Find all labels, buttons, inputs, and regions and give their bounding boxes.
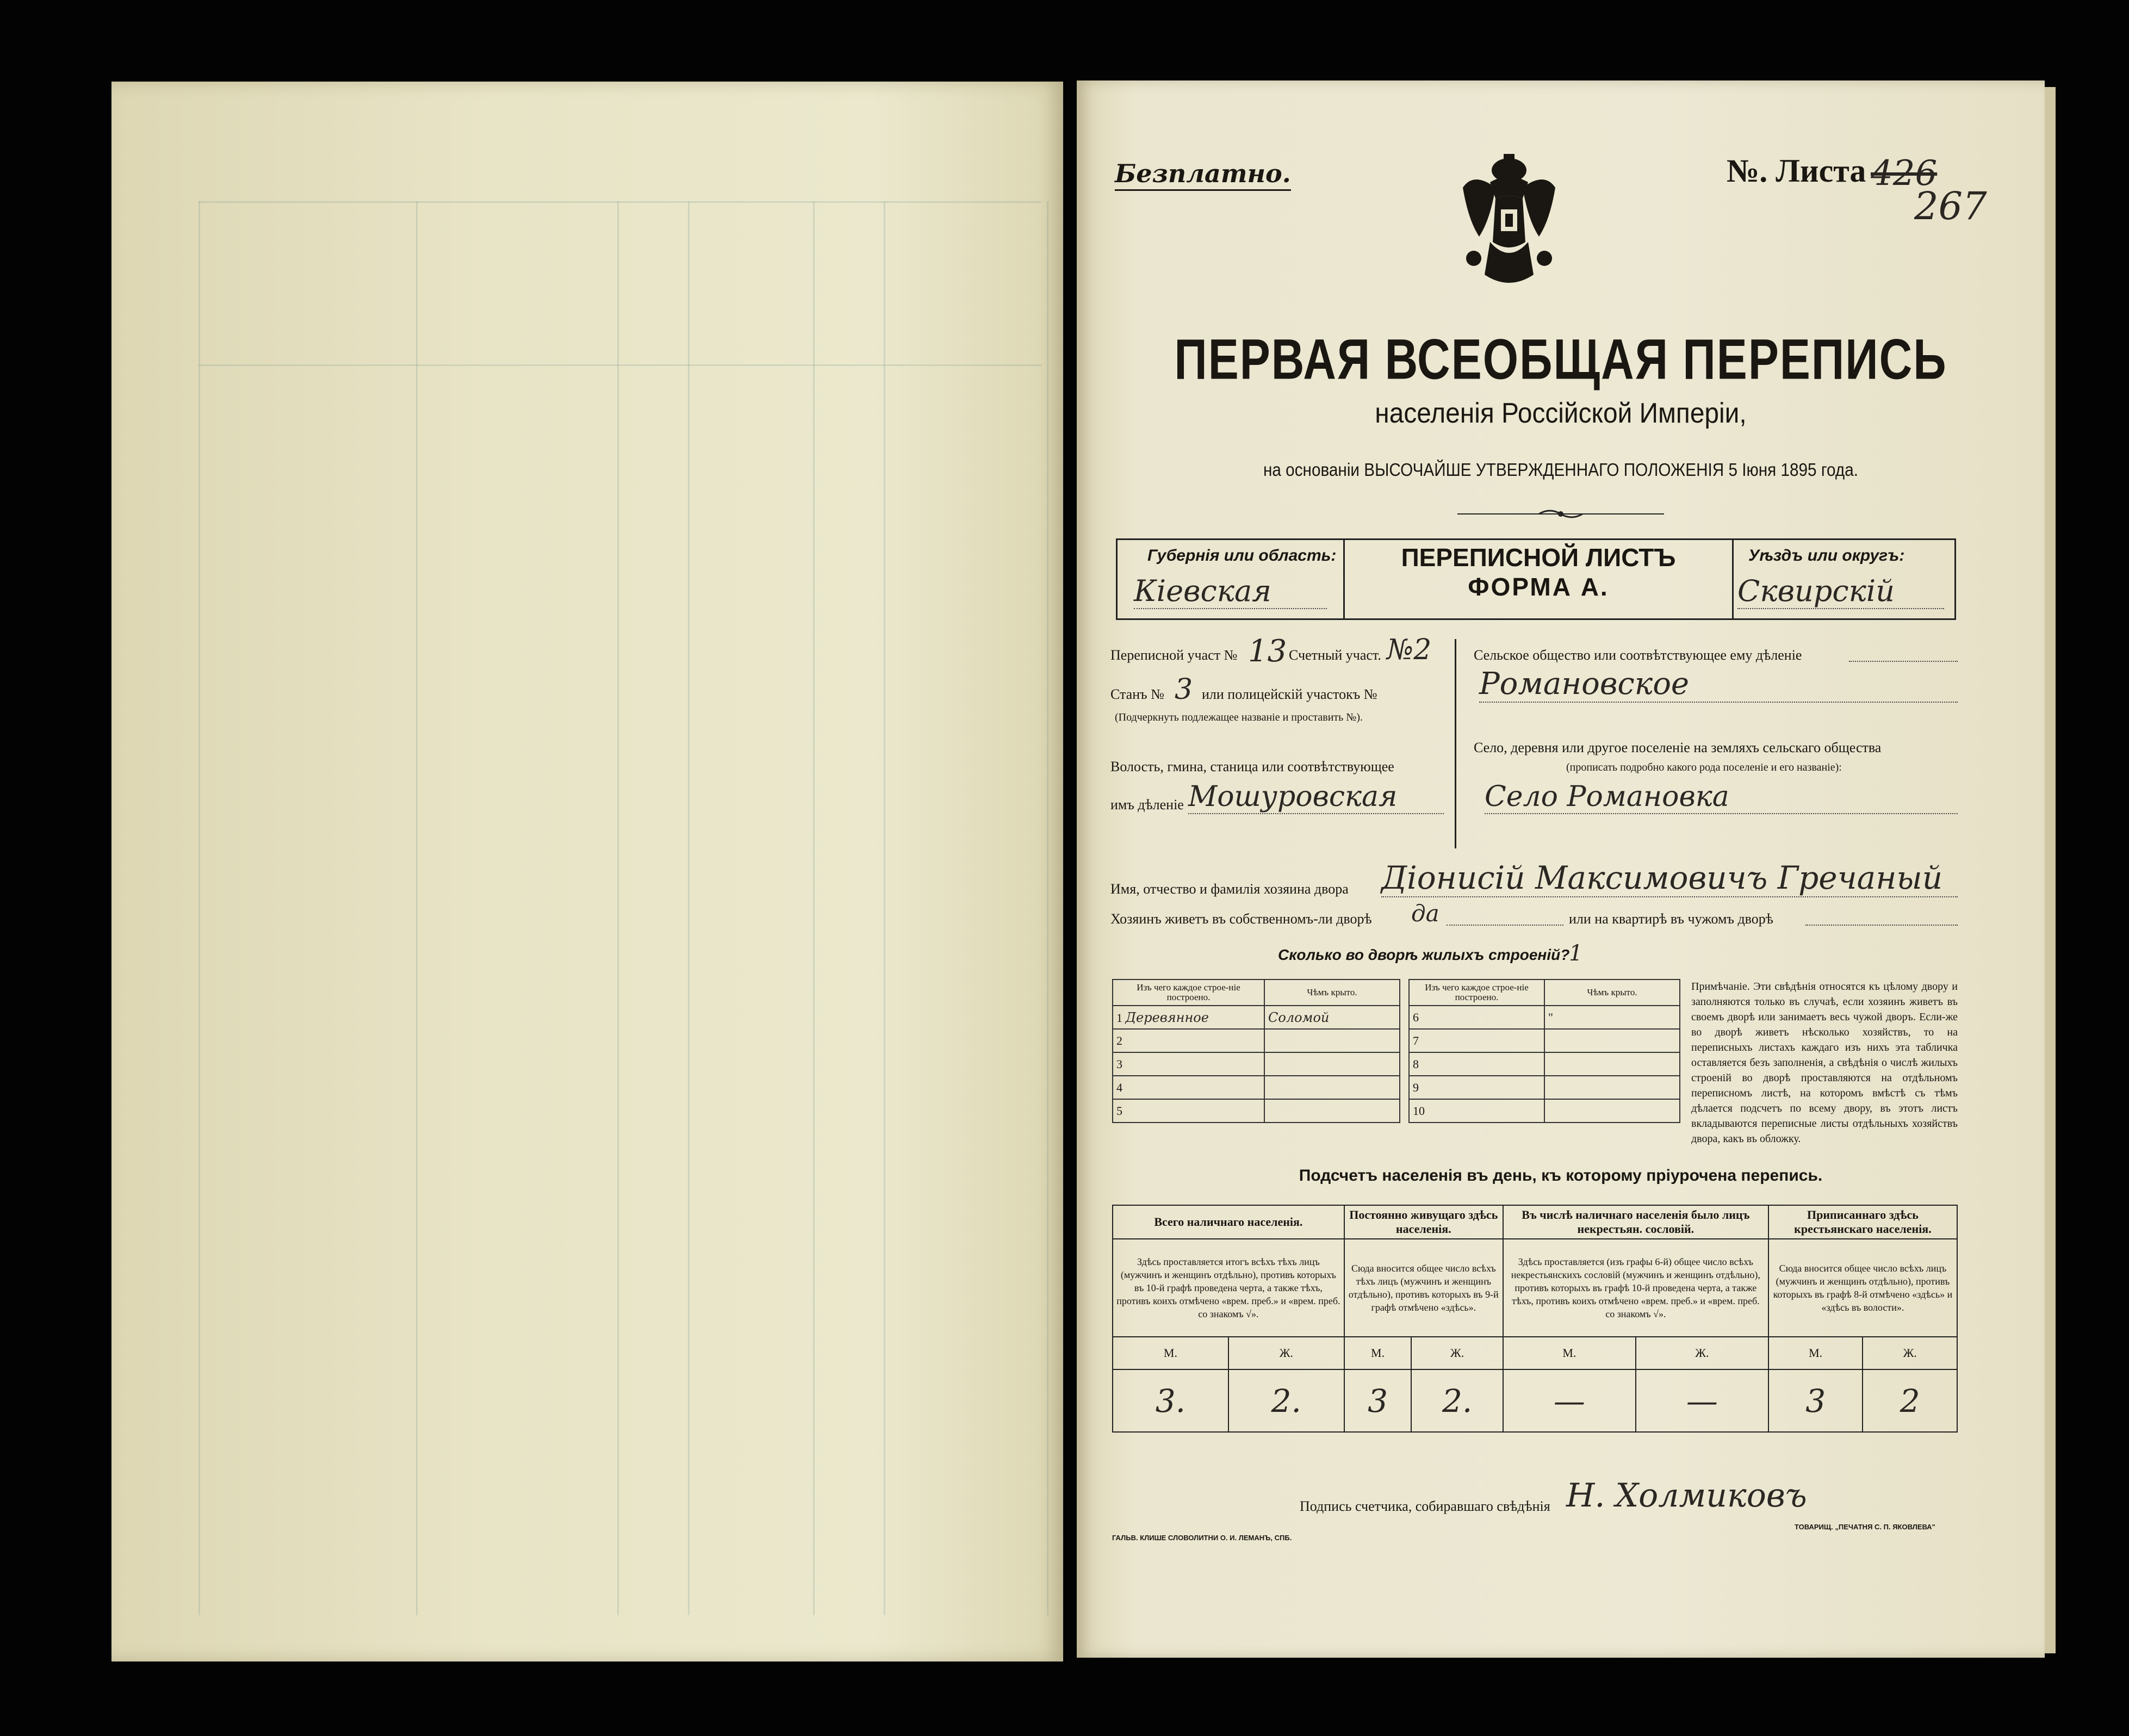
census-area-label: Переписной участ № — [1110, 647, 1238, 663]
ghost-grid-line — [688, 201, 690, 1615]
male-label: М. — [1113, 1337, 1228, 1369]
table-row: 3 — [1113, 1052, 1400, 1076]
female-label: Ж. — [1228, 1337, 1344, 1369]
buildings-label: Сколько во дворѣ жилыхъ строеній? — [1278, 946, 1570, 963]
page-edge — [2045, 87, 2056, 1653]
group-head: Приписаннаго здѣсь крестьянскаго населенія. — [1768, 1205, 1957, 1239]
form-title: ПЕРЕПИСНОЙ ЛИСТЪ — [1401, 543, 1676, 572]
sheet-number-old: 426 — [1871, 153, 1938, 194]
rural-society-label: Сельское общество или соотвѣтствующее ему дѣленіе — [1474, 647, 1802, 663]
female-count: — — [1636, 1369, 1768, 1432]
sheet-number-label: №. Листа — [1727, 153, 1866, 189]
census-basis: на основаніи ВЫСОЧАЙШЕ УТВЕРЖДЕННАГО ПОЛОЖЕНІЯ 5 Іюня 1895 года. — [1263, 460, 1858, 480]
volost-label: Волость, гмина, станица или соотвѣтствующее — [1110, 759, 1394, 774]
village-label: Село, деревня или другое поселеніе на земляхъ сельскаго общества — [1474, 740, 1882, 755]
male-count: 3 — [1344, 1369, 1412, 1432]
village-value: Село Романовка — [1485, 780, 1958, 814]
ghost-grid-line — [416, 201, 418, 1615]
form-title-block — [1345, 538, 1732, 620]
group-desc: Здѣсь проставляется итогъ всѣхъ тѣхъ лицъ (мужчинъ и женщинъ отдѣльно), противъ которыхъ въ 10-й графѣ проведена черта, а также тѣхъ, противъ коихъ отмѣчено «врем. преб.» и «врем. преб. со знакомъ √». — [1113, 1239, 1344, 1337]
male-count: 3. — [1113, 1369, 1228, 1432]
male-label: М. — [1344, 1337, 1412, 1369]
ghost-grid-line — [813, 201, 815, 1615]
population-table — [1112, 1205, 1958, 1433]
male-label: М. — [1503, 1337, 1636, 1369]
female-count: 2. — [1228, 1369, 1344, 1432]
ghost-grid-line — [1047, 201, 1048, 1615]
ghost-grid-line — [198, 201, 1041, 203]
female-label: Ж. — [1636, 1337, 1768, 1369]
roof-header: Чѣмъ крыто. — [1264, 979, 1400, 1006]
census-subtitle: населенія Россійской Имперіи, — [1375, 398, 1747, 429]
volost-label-2: имъ дѣленіе — [1110, 797, 1184, 813]
ornament-divider — [1457, 509, 1664, 519]
signature-label: Подпись счетчика, собиравшаго свѣдѣнія — [1300, 1498, 1550, 1514]
population-title: Подсчетъ населенія въ день, къ которому пріурочена перепись. — [1299, 1167, 1823, 1185]
rent-line — [1805, 925, 1958, 926]
left-page — [111, 82, 1063, 1661]
province-value: Кіевская — [1134, 574, 1327, 609]
ghost-grid-line — [884, 201, 885, 1615]
table-row: 7 — [1409, 1029, 1680, 1052]
police-label: или полицейскій участокъ № — [1202, 686, 1377, 702]
count-area-value: №2 — [1387, 634, 1432, 666]
signature-value: Н. Холмиковъ — [1566, 1477, 1807, 1515]
buildings-note: Примѣчаніе. Эти свѣдѣнія относятся къ цѣлому двору и заполняются только въ случаѣ, если хозяинъ живетъ въ своемъ дворѣ или занимаетъ весь чужой дворъ. Если-же во дворѣ живетъ нѣсколько хозяйствъ, то на переписныхъ листахъ каждаго изъ нихъ эта табличка оставляется безъ заполненія, а свѣдѣнія о числѣ жилыхъ строеній во дворѣ проставляются на отдѣльномъ переписномъ листѣ, на которомъ вмѣстѣ съ тѣмъ дѣлается подсчетъ по всему двору, въ этотъ листъ вкладываются переписные листы отдѣльныхъ хозяйствъ двора, какъ въ обложку. — [1691, 981, 1958, 1145]
own-yard-line — [1447, 925, 1563, 926]
stan-label: Станъ № — [1110, 686, 1164, 702]
province-label: Губернія или область: — [1147, 547, 1337, 565]
own-yard-value: да — [1411, 900, 1439, 927]
roof-header: Чѣмъ крыто. — [1544, 979, 1680, 1006]
census-title: ПЕРВАЯ ВСЕОБЩАЯ ПЕРЕПИСЬ — [1174, 327, 1947, 391]
buildings-table-right — [1408, 979, 1680, 1123]
table-row: 10 — [1409, 1099, 1680, 1123]
male-label: М. — [1768, 1337, 1863, 1369]
material-header: Изъ чего каждое строе-ніе построено. — [1409, 979, 1544, 1006]
own-yard-label: Хозяинъ живетъ въ собственномъ-ли дворѣ — [1110, 911, 1372, 927]
ghost-grid-line — [617, 201, 619, 1615]
female-count: 2. — [1411, 1369, 1503, 1432]
printer-footer-left: ГАЛЬВ. КЛИШЕ СЛОВОЛИТНИ О. И. ЛЕМАНЪ, СПБ. — [1112, 1534, 1292, 1542]
group-head: Всего наличнаго населенія. — [1113, 1205, 1344, 1239]
material-value: Деревянное — [1125, 1009, 1209, 1025]
district-label: Уѣздъ или округъ: — [1748, 547, 1905, 565]
rent-label: или на квартирѣ въ чужомъ дворѣ — [1569, 911, 1773, 927]
group-head: Постоянно живущаго здѣсь населенія. — [1344, 1205, 1503, 1239]
imperial-eagle-emblem — [1457, 150, 1561, 296]
village-note: (прописать подробно какого рода поселеніе и его названіе): — [1566, 761, 1842, 773]
table-row: 6 " — [1409, 1006, 1680, 1029]
free-label: Безплатно. — [1115, 159, 1291, 191]
stan-value: 3 — [1175, 673, 1193, 706]
female-label: Ж. — [1411, 1337, 1503, 1369]
table-row: 8 — [1409, 1052, 1680, 1076]
table-row: 2 — [1113, 1029, 1400, 1052]
ghost-grid-line — [198, 364, 1041, 366]
roof-value: Соломой — [1268, 1009, 1330, 1025]
rural-society-value: Романовское — [1479, 666, 1958, 703]
table-row: 5 — [1113, 1099, 1400, 1123]
table-row: 1 Деревянное Соломой — [1113, 1006, 1400, 1029]
male-count: — — [1503, 1369, 1636, 1432]
group-desc: Сюда вносится общее число всѣхъ тѣхъ лицъ (мужчинъ и женщинъ отдѣльно), противъ которыхъ въ 9-й графѣ отмѣчено «здѣсь». — [1344, 1239, 1503, 1337]
material-header: Изъ чего каждое строе-ніе построено. — [1113, 979, 1264, 1006]
owner-value: Діонисій Максимовичъ Гречаный — [1381, 859, 1958, 897]
form-header-divider — [1732, 538, 1734, 620]
table-row: 9 — [1409, 1076, 1680, 1099]
owner-label: Имя, отчество и фамилія хозяина двора — [1110, 881, 1349, 897]
ghost-grid-line — [198, 201, 200, 1615]
printer-footer-right: ТОВАРИЩ. „ПЕЧАТНЯ С. П. ЯКОВЛЕВА" — [1795, 1523, 1935, 1531]
form-subtitle: ФОРМА А. — [1468, 573, 1609, 601]
count-area-label: Счетный участ. — [1289, 647, 1381, 663]
census-area-value: 13 — [1248, 634, 1287, 669]
female-count: 2 — [1863, 1369, 1957, 1432]
buildings-value: 1 — [1569, 941, 1583, 966]
group-desc: Здѣсь проставляется (изъ графы 6-й) общее число всѣхъ некрестьянскихъ сословій (мужчинъ и женщинъ отдѣльно), противъ которыхъ въ графѣ 10-й проведена черта, а также тѣхъ, противъ коихъ отмѣчено «врем. преб.» и «врем. преб. со знакомъ √». — [1503, 1239, 1768, 1337]
fields-divider — [1455, 639, 1456, 848]
table-row: 4 — [1113, 1076, 1400, 1099]
underline-note: (Подчеркнуть подлежащее названіе и проставить №). — [1115, 711, 1363, 723]
group-head: Въ числѣ наличнаго населенія было лицъ некрестьян. сословій. — [1503, 1205, 1768, 1239]
district-value: Сквирскій — [1737, 574, 1944, 609]
rural-society-line — [1849, 661, 1958, 662]
sheet-number-new: 267 — [1914, 184, 1987, 228]
male-count: 3 — [1768, 1369, 1863, 1432]
volost-value: Мошуровская — [1188, 780, 1444, 814]
female-label: Ж. — [1863, 1337, 1957, 1369]
group-desc: Сюда вносится общее число всѣхъ лицъ (мужчинъ и женщинъ отдѣльно), противъ которыхъ въ графѣ 8-й отмѣчено «здѣсь» и «здѣсь въ волости». — [1768, 1239, 1957, 1337]
buildings-table-left — [1112, 979, 1400, 1123]
